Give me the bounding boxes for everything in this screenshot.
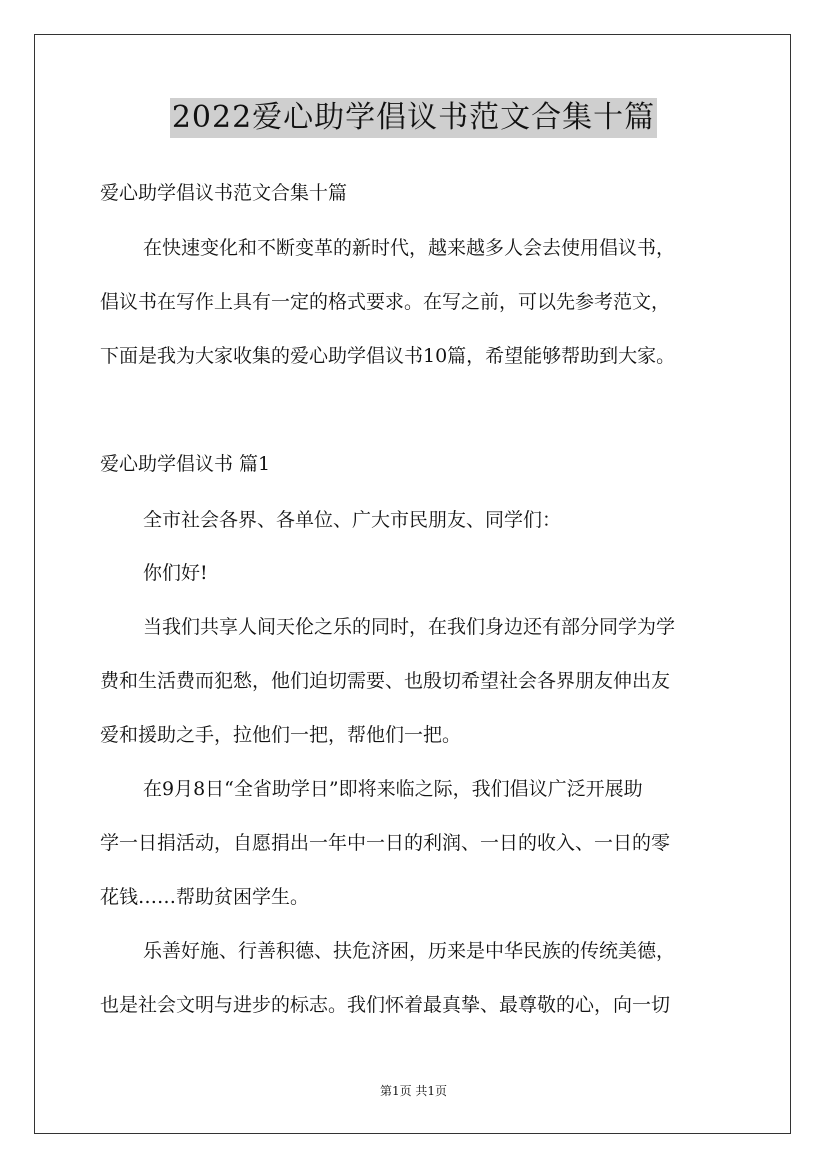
document-subtitle: 爱心助学倡议书范文合集十篇 (100, 182, 348, 204)
greeting-line: 你们好! (143, 562, 208, 584)
intro-line: 在快速变化和不断变革的新时代，越来越多人会去使用倡议书， (143, 237, 676, 259)
document-title: 2022爱心助学倡议书范文合集十篇 (170, 98, 657, 138)
body-line: 也是社会文明与进步的标志。我们怀着最真挚、最尊敬的心，向一切 (100, 994, 671, 1016)
intro-line: 倡议书在写作上具有一定的格式要求。在写之前，可以先参考范文， (100, 291, 671, 313)
intro-line: 下面是我为大家收集的爱心助学倡议书10篇，希望能够帮助到大家。 (100, 345, 676, 367)
body-line: 在9月8日“全省助学日”即将来临之际，我们倡议广泛开展助 (143, 778, 643, 800)
body-line: 学一日捐活动，自愿捐出一年中一日的利润、一日的收入、一日的零 (100, 832, 671, 854)
body-line: 花钱……帮助贫困学生。 (100, 886, 310, 908)
body-line: 乐善好施、行善积德、扶危济困，历来是中华民族的传统美德， (143, 940, 676, 962)
body-line: 爱和援助之手，拉他们一把，帮他们一把。 (100, 724, 462, 746)
section-heading: 爱心助学倡议书 篇1 (100, 453, 271, 475)
page-footer: 第1页 共1页 (379, 1084, 448, 1098)
salutation-line: 全市社会各界、各单位、广大市民朋友、同学们： (143, 509, 562, 531)
body-line: 费和生活费而犯愁，他们迫切需要、也殷切希望社会各界朋友伸出友 (100, 670, 671, 692)
body-line: 当我们共享人间天伦之乐的同时，在我们身边还有部分同学为学 (143, 616, 676, 638)
title-container (0, 98, 827, 138)
